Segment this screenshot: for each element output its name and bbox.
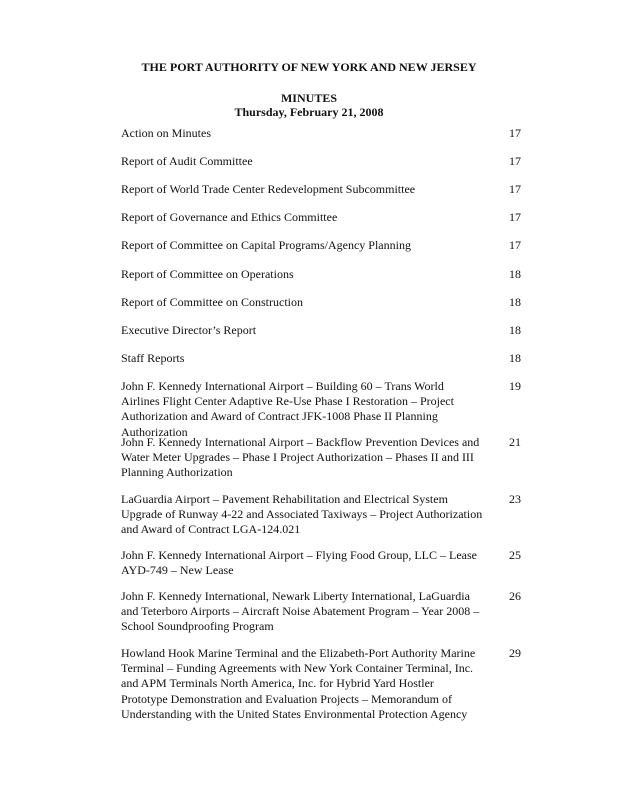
toc-entry bbox=[121, 351, 521, 366]
toc-entry bbox=[121, 154, 521, 169]
toc-entry bbox=[121, 492, 521, 538]
toc-entry-text: Action on Minutes bbox=[121, 126, 211, 140]
toc-entry-text: John F. Kennedy International Airport – Backflow Prevention Devices and Water Meter Upgrades – Phase I Project Authorization – Phases II and III Planning Authorization bbox=[121, 435, 480, 480]
document-title: MINUTES bbox=[280, 91, 337, 105]
toc-entry-text: Report of World Trade Center Redevelopment Subcommittee bbox=[121, 182, 416, 196]
toc-entry-text: John F. Kennedy International Airport – Building 60 – Trans World Airlines Flight Center Adaptive Re-Use Phase I Restoration – Project Authorization and Award of Contract JFK-1008 Phase II Planning Authorization bbox=[121, 379, 454, 439]
meeting-date: Thursday, February 21, 2008 bbox=[234, 105, 384, 119]
toc-entry bbox=[121, 548, 521, 578]
toc-entry-page: 17 bbox=[509, 126, 521, 140]
toc-entry-page: 19 bbox=[509, 379, 521, 393]
toc-entry-page: 18 bbox=[509, 295, 521, 309]
toc-entry bbox=[121, 210, 521, 225]
toc-entry-text: Report of Committee on Construction bbox=[121, 295, 303, 309]
organization-title: THE PORT AUTHORITY OF NEW YORK AND NEW JERSEY bbox=[141, 60, 477, 74]
toc-entry-text: Report of Committee on Operations bbox=[121, 267, 294, 281]
toc-entry-page: 18 bbox=[509, 323, 521, 337]
toc-entry-text: Report of Committee on Capital Programs/Agency Planning bbox=[121, 238, 411, 252]
toc-entry-text: Executive Director’s Report bbox=[121, 323, 257, 337]
toc-entry bbox=[121, 182, 521, 197]
toc-entry-text: John F. Kennedy International, Newark Liberty International, LaGuardia and Teterboro Airports – Aircraft Noise Abatement Program – Year 2008 – School Soundproofing Program bbox=[121, 589, 480, 634]
toc-entry bbox=[121, 323, 521, 338]
toc-entry-text: Howland Hook Marine Terminal and the Elizabeth-Port Authority Marine Terminal – Funding Agreements with New York Container Terminal, Inc. and APM Terminals North America, Inc. for Hybrid Yard Hostler Prototype Demonstration and Evaluation Projects – Memorandum of Understanding with the United States Environmental Protection Agency bbox=[121, 646, 476, 721]
toc-entry bbox=[121, 646, 521, 722]
toc-entry bbox=[121, 126, 521, 141]
toc-entry-page: 26 bbox=[509, 589, 521, 603]
toc-entry-page: 17 bbox=[509, 210, 521, 224]
toc-entry bbox=[121, 238, 521, 253]
toc-entry-text: Staff Reports bbox=[121, 351, 185, 365]
toc-entry-page: 23 bbox=[509, 492, 521, 506]
toc-entry bbox=[121, 435, 521, 481]
toc-entry bbox=[121, 589, 521, 635]
toc-entry-text: John F. Kennedy International Airport – Flying Food Group, LLC – Lease AYD-749 – New Lease bbox=[121, 548, 477, 578]
toc-entry-text: Report of Audit Committee bbox=[121, 154, 253, 168]
toc-entry-page: 25 bbox=[509, 548, 521, 562]
toc-entry-text: Report of Governance and Ethics Committee bbox=[121, 210, 338, 224]
toc-entry-page: 17 bbox=[509, 182, 521, 196]
toc-entry bbox=[121, 295, 521, 310]
toc-entry bbox=[121, 379, 521, 440]
toc-entry-text: LaGuardia Airport – Pavement Rehabilitation and Electrical System Upgrade of Runway 4-22 and Associated Taxiways – Project Authorization and Award of Contract LGA-124.021 bbox=[121, 492, 483, 537]
toc-entry-page: 17 bbox=[509, 154, 521, 168]
toc-entry-page: 29 bbox=[509, 646, 521, 660]
toc-entry-page: 18 bbox=[509, 351, 521, 365]
toc-entry-page: 18 bbox=[509, 267, 521, 281]
toc-entry-page: 17 bbox=[509, 238, 521, 252]
toc-entry-page: 21 bbox=[509, 435, 521, 449]
toc-entry bbox=[121, 267, 521, 282]
